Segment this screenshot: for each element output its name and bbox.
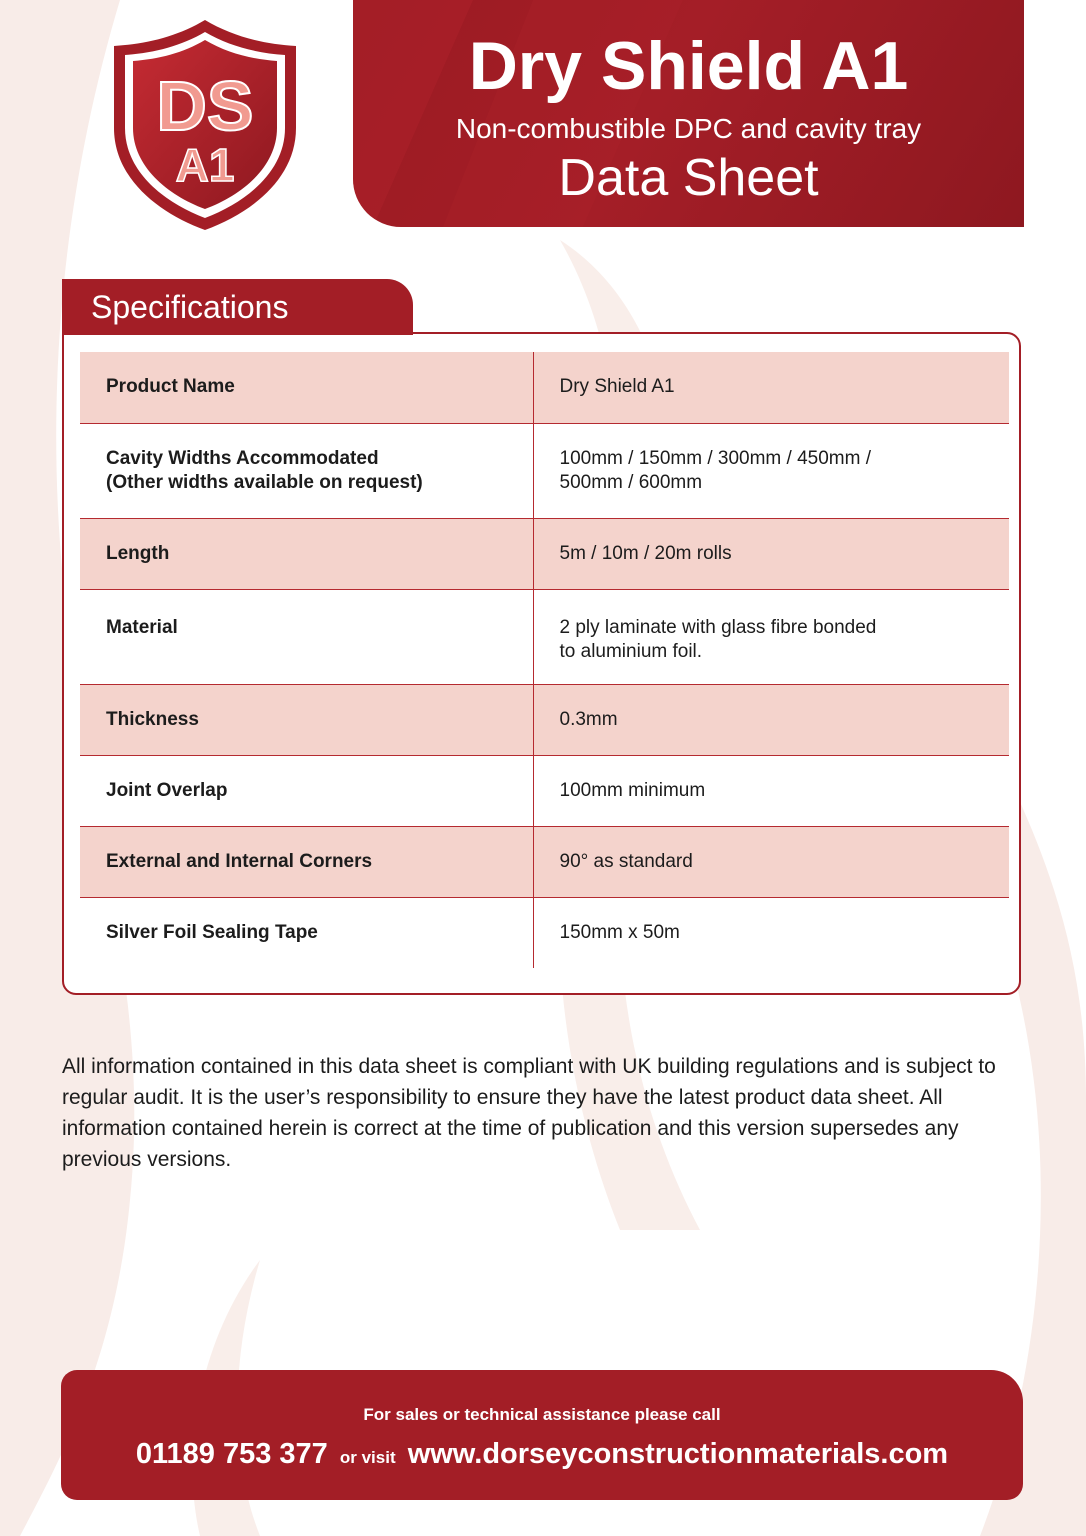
table-row (80, 755, 1009, 826)
table-row (80, 352, 1009, 423)
row-label: Material (80, 589, 533, 684)
row-label: Thickness (80, 684, 533, 755)
disclaimer-text: All information contained in this data sheet is compliant with UK building regulations and is subject to regular audit. It is the user’s responsibility to ensure they have the latest product data sheet. All information contained herein is correct at the time of publication and this version supersedes any previous versions. (62, 1055, 996, 1171)
website-link[interactable]: www.dorseyconstructionmaterials.com (407, 1438, 949, 1470)
row-value: 5m / 10m / 20m rolls (533, 518, 1009, 589)
logo-letters-top: DS (156, 67, 254, 145)
document-type: Data Sheet (558, 149, 819, 207)
row-value: Dry Shield A1 (533, 352, 1009, 423)
row-label: Silver Foil Sealing Tape (80, 897, 533, 968)
specifications-heading: Specifications (91, 289, 289, 325)
row-value: 100mm minimum (533, 755, 1009, 826)
row-label: Product Name (80, 352, 533, 423)
specifications-tab (62, 279, 413, 335)
table-row (80, 423, 1009, 518)
logo-letters-bottom: A1 (175, 139, 235, 191)
row-value: 0.3mm (533, 684, 1009, 755)
dry-shield-logo (108, 18, 302, 232)
footer-connector: or visit (339, 1448, 396, 1467)
row-label: External and Internal Corners (80, 826, 533, 897)
row-value: 2 ply laminate with glass fibre bonded to aluminium foil. (533, 589, 1009, 684)
table-row (80, 897, 1009, 968)
table-row (80, 826, 1009, 897)
header-banner (353, 0, 1024, 227)
row-label: Joint Overlap (80, 755, 533, 826)
footer-contact (61, 1434, 1023, 1478)
specifications-table (80, 352, 1009, 968)
phone-number[interactable]: 01189 753 377 (135, 1438, 328, 1470)
table-row (80, 684, 1009, 755)
row-value: 150mm x 50m (559, 921, 680, 943)
table-row (80, 518, 1009, 589)
product-title: Dry Shield A1 (468, 28, 909, 104)
contact-footer (61, 1370, 1023, 1500)
row-value: 90° as standard (533, 826, 1009, 897)
row-label: Cavity Widths Accommodated (Other widths available on request) (80, 423, 533, 518)
row-label: Length (80, 518, 533, 589)
product-subtitle: Non-combustible DPC and cavity tray (455, 113, 922, 144)
row-value: 100mm / 150mm / 300mm / 450mm / 500mm / 600mm (533, 423, 1009, 518)
footer-prompt: For sales or technical assistance please call (363, 1405, 721, 1424)
table-row (80, 589, 1009, 684)
